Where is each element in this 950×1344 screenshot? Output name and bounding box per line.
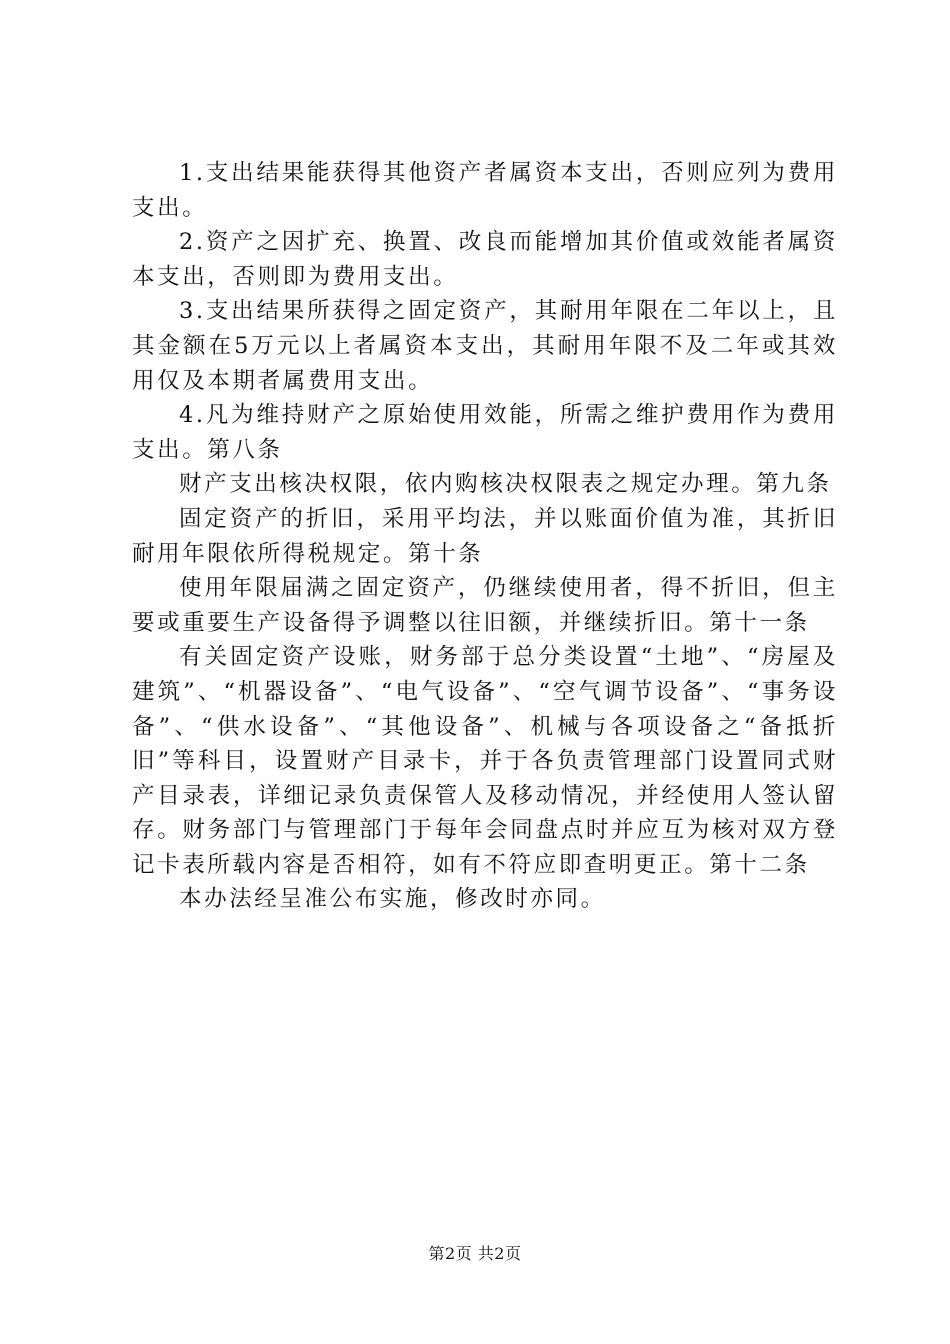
paragraph-item-3: 3.支出结果所获得之固定资产，其耐用年限在二年以上，且其金额在5万元以上者属资本支出，其耐用年限不及二年或其效用仅及本期者属费用支出。 <box>132 298 838 394</box>
page-number-footer: 第2页 共2页 <box>428 1244 522 1263</box>
paragraph-item-1: 1.支出结果能获得其他资产者属资本支出，否则应列为费用支出。 <box>132 160 838 221</box>
paragraph-article-10: 固定资产的折旧，采用平均法，并以账面价值为准，其折旧耐用年限依所得税规定。第十条 <box>132 505 838 567</box>
paragraph-closing: 本办法经呈准公布实施，修改时亦同。 <box>179 886 606 913</box>
paragraph-item-4: 4.凡为维持财产之原始使用效能，所需之维护费用作为费用支出。第八条 <box>132 402 838 463</box>
paragraph-article-12: 有关固定资产设账，财务部于总分类设置“土地”、“房屋及建筑”、“机器设备”、“电气设备”、“空气调节设备”、“事务设备”、“供水设备”、“其他设备”、机械与各项设备之“备抵折旧”等科目，设置财产目录卡，并于各负责管理部门设置同式财产目录表，详细记录负责保管人及移动情况，并经使用人签认留存。财务部门与管理部门于每年会同盘点时并应互为核对双方登记卡表所载内容是否相符，如有不符应即查明更正。第十二条 <box>132 644 838 878</box>
paragraph-item-2: 2.资产之因扩充、换置、改良而能增加其价值或效能者属资本支出，否则即为费用支出。 <box>132 229 838 290</box>
paragraph-article-9: 财产支出核决权限，依内购核决权限表之规定办理。第九条 <box>179 471 832 498</box>
document-body <box>132 156 838 917</box>
paragraph-article-11: 使用年限届满之固定资产，仍继续使用者，得不折旧，但主要或重要生产设备得予调整以往旧额，并继续折旧。第十一条 <box>132 575 838 636</box>
